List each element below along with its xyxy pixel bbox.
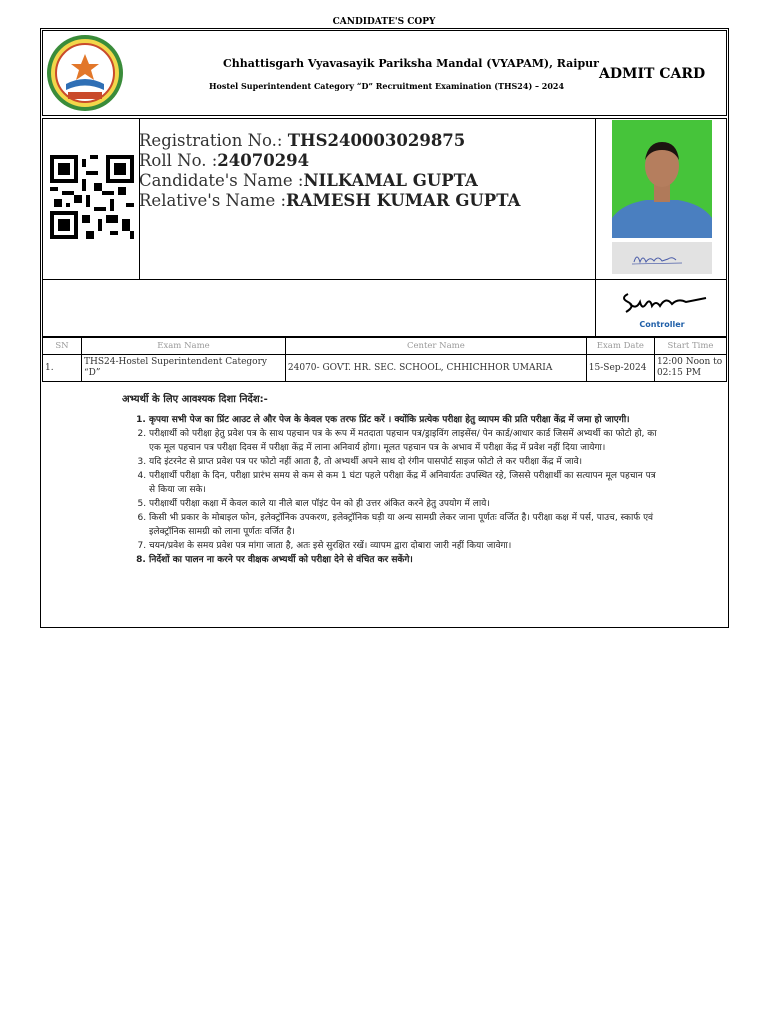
instruction-item: 7. चयन/प्रवेश के समय प्रवेश पत्र मांगा जाता है, अतः इसे सुरक्षित रखें। व्यापम द्वारा दोबारा जारी नहीं किया जावेगा। [149,539,661,553]
candidate-name-label: Candidate's Name : [139,171,304,190]
instruction-item: 8. निर्देशों का पालन ना करने पर वीक्षक अभ्यर्थी को परीक्षा देने से वंचित कर सकेंगे। [149,553,661,567]
instruction-item: 2. परीक्षार्थी को परीक्षा हेतु प्रवेश पत्र के साथ पहचान पत्र के रूप में मतदाता पहचान पत्र/ड्राइविंग लाइसेंस/ पेन कार्ड/आधार कार्ड जिसमें अभ्यर्थी का फोटो हो, का एक मूल पहचान पत्र परीक्षा दिवस में परीक्षा केंद्र में लाना अनिवार्य होगा। मूलत पहचान पत्र के अभाव में परीक्षा केंद्र में प्रवेश नहीं दिया जायेगा। [149,427,661,455]
roll-number: 24070294 [217,151,310,170]
candidate-name-line [139,171,520,191]
instruction-item: 1. कृपया सभी पेज का प्रिंट आउट ले और पेज के केवल एक तरफ प्रिंट करें । क्योंकि प्रत्येक परीक्षा हेतु व्यापम की प्रति परीक्षा केंद्र में जमा हो जाएगी। [149,413,661,427]
header-exam-name: Exam Name [82,338,286,355]
candidate-photo [612,120,712,238]
controller-signature [616,284,710,318]
vyapam-logo [46,34,124,112]
candidate-copy-label: CANDIDATE'S COPY [332,17,436,27]
exam-table [42,337,727,382]
cell-center-name: 24070- GOVT. HR. SEC. SCHOOL, CHHICHHOR UMARIA [285,355,586,382]
candidate-fields [139,131,520,211]
admit-card [40,28,729,628]
card-header [42,30,727,116]
instruction-item: 4. परीक्षार्थी परीक्षा के दिन, परीक्षा प्रारंभ समय से कम से कम 1 घंटा पहले परीक्षा केंद्र में अनिवार्यतः उपस्थित रहे, जिससे परीक्षार्थी का सत्यापन मूल पहचान पत्र से किया जा सके। [149,469,661,497]
instructions-title: अभ्यर्थी के लिए आवश्यक दिशा निर्देश:- [122,394,268,405]
registration-label: Registration No.: [139,131,288,150]
table-row [43,355,727,382]
controller-row [42,280,727,337]
instruction-item: 3. यदि इंटरनेट से प्राप्त प्रवेश पत्र पर फोटो नहीं आता है, तो अभ्यर्थी अपने साथ दो रंगीन पासपोर्ट साइज फोटो ले कर परीक्षा केंद्र में जावे। [149,455,661,469]
relative-name: RAMESH KUMAR GUPTA [286,191,521,210]
controller-label: Controller [639,320,685,329]
controller-cell [595,280,728,336]
instructions [121,391,661,567]
table-header-row [43,338,727,355]
roll-label: Roll No. : [139,151,218,170]
cell-exam-name: THS24-Hostel Superintendent Category “D” [82,355,286,382]
cell-start-time: 12:00 Noon to 02:15 PM [654,355,726,382]
header-exam-date: Exam Date [586,338,654,355]
cell-sn: 1. [43,355,82,382]
roll-line [139,151,520,171]
header-sn: SN [43,338,82,355]
registration-number: THS240003029875 [287,131,466,150]
candidate-name: NILKAMAL GUPTA [303,171,478,190]
relative-name-line [139,191,520,211]
instruction-list [121,413,661,567]
header-center-name: Center Name [285,338,586,355]
org-name: Chhattisgarh Vyavasayik Pariksha Mandal (VYAPAM), Raipur [223,57,599,70]
header-start-time: Start Time [654,338,726,355]
instruction-item: 5. परीक्षार्थी परीक्षा कक्षा में केवल काले या नीले बाल पॉइंट पेन को ही उत्तर अंकित करने हेतु उपयोग में लाये। [149,497,661,511]
exam-title: Hostel Superintendent Category “D” Recruitment Examination (THS24) – 2024 [209,81,565,91]
qr-cell [43,119,140,280]
qr-code-icon [50,155,134,239]
admit-card-title: ADMIT CARD [599,66,706,82]
instruction-item: 6. किसी भी प्रकार के मोबाइल फोन, इलेक्ट्रॉनिक उपकरण, इलेक्ट्रॉनिक घड़ी या अन्य सामग्री लेकर जाना पूर्णतः वर्जित है। परीक्षा कक्ष में पर्स, पाउच, स्कार्फ एवं इलेक्ट्रॉनिक सामग्री को लाना पूर्णतः वर्जित है। [149,511,661,539]
candidate-info [42,118,727,280]
relative-name-label: Relative's Name : [139,191,287,210]
cell-exam-date: 15-Sep-2024 [586,355,654,382]
registration-line [139,131,520,151]
photo-cell [595,119,728,280]
candidate-signature [612,242,712,274]
